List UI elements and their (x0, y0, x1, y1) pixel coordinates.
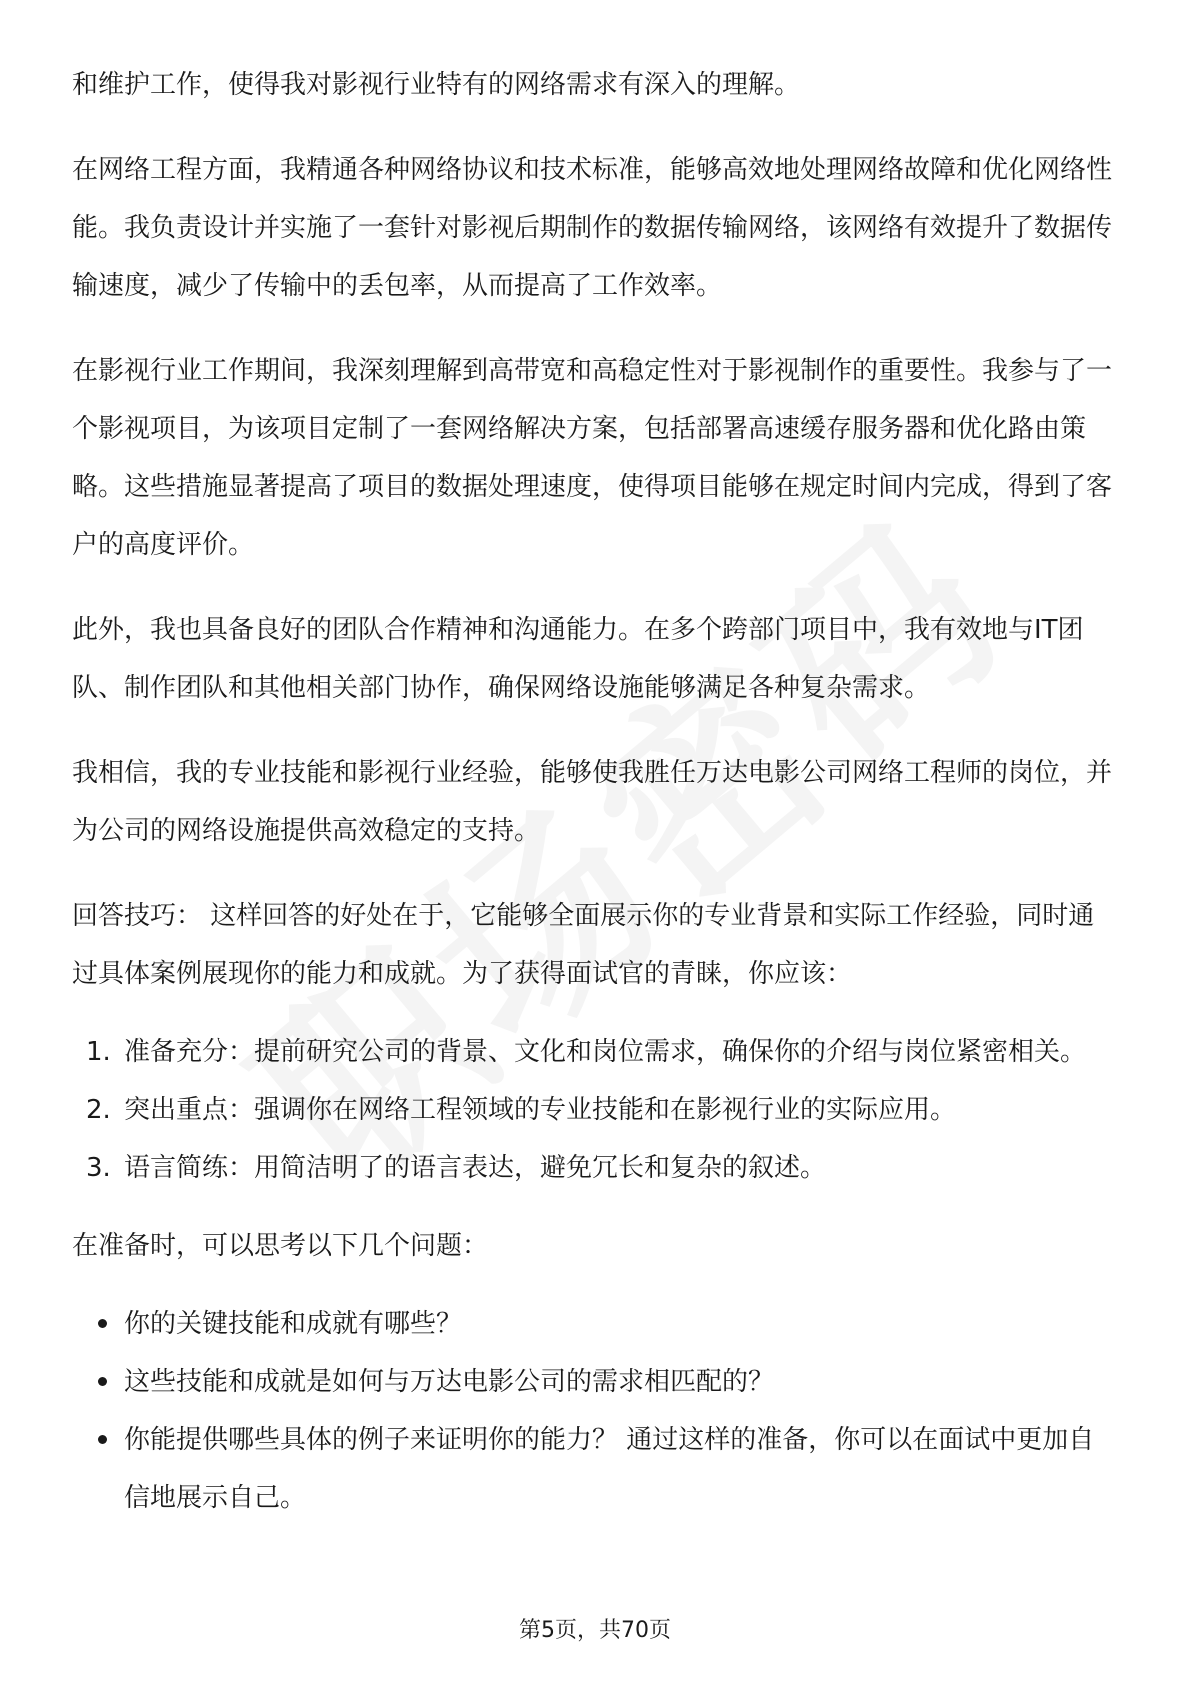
bullet-icon (98, 1377, 107, 1386)
list-item (72, 1023, 1112, 1081)
paragraph-intro-continued: 和维护工作，使得我对影视行业特有的网络需求有深入的理解。 (72, 70, 801, 100)
list-item-text: 这些技能和成就是如何与万达电影公司的需求相匹配的？ (124, 1367, 775, 1397)
list-item (72, 1081, 1112, 1139)
list-item-text: 你能提供哪些具体的例子来证明你的能力？ 通过这样的准备，你可以在面试中更加自信地展示自己。 (124, 1425, 1095, 1513)
page-content (72, 56, 1112, 1527)
list-item (72, 1295, 1112, 1353)
list-item (72, 1411, 1112, 1527)
list-item-text: 你的关键技能和成就有哪些？ (124, 1309, 463, 1339)
bullet-icon (98, 1319, 107, 1328)
bullet-icon (98, 1435, 107, 1444)
page-number-footer: 第5页，共70页 (519, 1618, 671, 1643)
paragraph-conclusion: 我相信，我的专业技能和影视行业经验，能够使我胜任万达电影公司网络工程师的岗位，并为公司的网络设施提供高效稳定的支持。 (72, 758, 1113, 846)
list-item-text: 突出重点：强调你在网络工程领域的专业技能和在影视行业的实际应用。 (124, 1095, 957, 1125)
tips-numbered-list (72, 1023, 1112, 1197)
paragraph-prep-intro: 在准备时，可以思考以下几个问题： (72, 1231, 489, 1261)
paragraph-answer-tips: 回答技巧： 这样回答的好处在于，它能够全面展示你的专业背景和实际工作经验，同时通过具体案例展现你的能力和成就。为了获得面试官的青睐，你应该： (72, 901, 1095, 989)
list-item (72, 1139, 1112, 1197)
list-item (72, 1353, 1112, 1411)
list-number: 1. (86, 1037, 111, 1067)
paragraph-film-industry: 在影视行业工作期间，我深刻理解到高带宽和高稳定性对于影视制作的重要性。我参与了一个影视项目，为该项目定制了一套网络解决方案，包括部署高速缓存服务器和优化路由策略。这些措施显著提高了项目的数据处理速度，使得项目能够在规定时间内完成，得到了客户的高度评价。 (72, 356, 1113, 560)
paragraph-teamwork: 此外，我也具备良好的团队合作精神和沟通能力。在多个跨部门项目中，我有效地与IT团队、制作团队和其他相关部门协作，确保网络设施能够满足各种复杂需求。 (72, 615, 1084, 703)
paragraph-network-engineering: 在网络工程方面，我精通各种网络协议和技术标准，能够高效地处理网络故障和优化网络性能。我负责设计并实施了一套针对影视后期制作的数据传输网络，该网络有效提升了数据传输速度，减少了传输中的丢包率，从而提高了工作效率。 (72, 155, 1113, 301)
list-number: 2. (86, 1095, 111, 1125)
list-item-text: 语言简练：用简洁明了的语言表达，避免冗长和复杂的叙述。 (124, 1153, 827, 1183)
questions-bullet-list (72, 1295, 1112, 1527)
list-item-text: 准备充分：提前研究公司的背景、文化和岗位需求，确保你的介绍与岗位紧密相关。 (124, 1037, 1087, 1067)
list-number: 3. (86, 1153, 111, 1183)
